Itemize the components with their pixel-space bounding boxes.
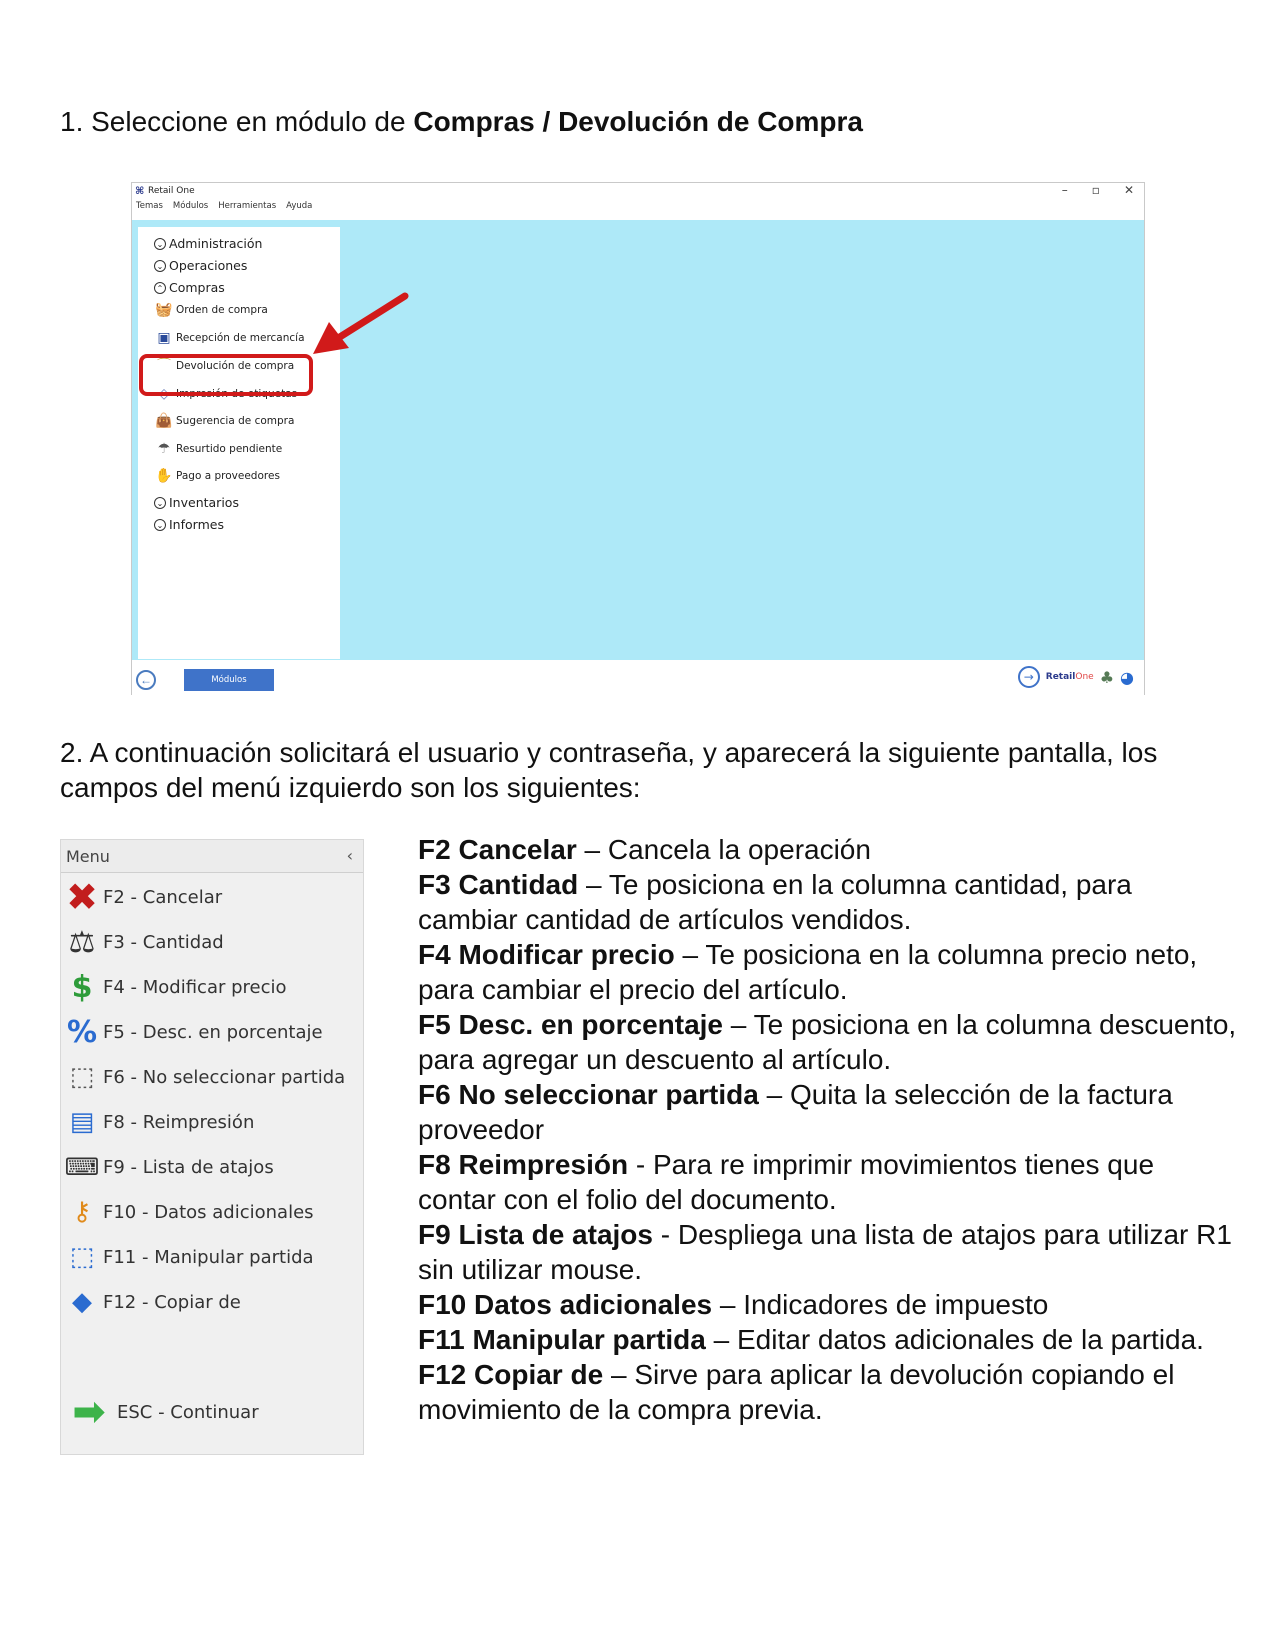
desc-f11: F11 Manipular partida – Editar datos adicionales de la partida. bbox=[418, 1324, 1204, 1355]
chevron-up-icon: ⌃ bbox=[154, 282, 166, 294]
nav-item-orden-de-compra[interactable]: 🧺 Orden de compra bbox=[155, 302, 268, 318]
menu-bar bbox=[136, 201, 312, 215]
ctrl-key-icon: ⌨ bbox=[64, 1153, 100, 1181]
boomerang-icon: ⌒ bbox=[157, 358, 171, 374]
deselect-icon: ⬚ bbox=[69, 1062, 95, 1092]
bottom-bar bbox=[132, 660, 1144, 696]
menu-item-f3-cantidad[interactable]: ⚖ F3 - Cantidad bbox=[61, 922, 224, 962]
menu-item-f4-modificar-precio[interactable]: $ F4 - Modificar precio bbox=[61, 967, 287, 1007]
maximize-button[interactable]: ▫ bbox=[1091, 183, 1100, 197]
cancel-x-icon: ✖ bbox=[66, 875, 98, 919]
red-pointer-arrow-icon bbox=[305, 290, 415, 360]
globe-icon: ◕ bbox=[1120, 667, 1134, 687]
green-arrow-icon: ➡ bbox=[72, 1389, 106, 1435]
menu-item-f8-reimpresion[interactable]: ▤ F8 - Reimpresión bbox=[61, 1102, 254, 1142]
keys-plus-icon: ⚷ bbox=[72, 1197, 92, 1227]
window-controls bbox=[1062, 183, 1134, 197]
nav-category-operaciones[interactable]: ⌄ Operaciones bbox=[154, 258, 247, 273]
highlight-box bbox=[139, 354, 313, 396]
desc-f2: F2 Cancelar – Cancela la operación bbox=[418, 834, 871, 865]
brand-area bbox=[1018, 666, 1134, 688]
back-arrow-icon[interactable]: ← bbox=[136, 670, 156, 690]
printer-icon: ▤ bbox=[69, 1107, 95, 1137]
desc-f12: F12 Copiar de – Sirve para aplicar la devolución copiando el movimiento de la compra previa. bbox=[418, 1359, 1175, 1425]
desc-f4: F4 Modificar precio – Te posiciona en la columna precio neto, para cambiar el precio del artículo. bbox=[418, 939, 1198, 1005]
brand-logo: RetailOne bbox=[1045, 672, 1094, 682]
desc-f10: F10 Datos adicionales – Indicadores de impuesto bbox=[418, 1289, 1049, 1320]
tag-icon: ◇ bbox=[158, 386, 170, 402]
nav-category-informes[interactable]: ⌄ Informes bbox=[154, 517, 224, 532]
shortcut-descriptions bbox=[418, 832, 1238, 1427]
menu-modulos[interactable]: Módulos bbox=[172, 201, 209, 211]
chevron-down-icon: ⌄ bbox=[154, 497, 166, 509]
chevron-down-icon: ⌄ bbox=[154, 519, 166, 531]
menu-header bbox=[61, 840, 363, 873]
title-bar bbox=[132, 183, 1144, 200]
retail-one-logo-icon: ⌘ bbox=[135, 186, 145, 197]
function-menu-panel bbox=[60, 839, 364, 1455]
window-title: Retail One bbox=[148, 186, 195, 196]
menu-item-f11-manipular-partida[interactable]: ⬚ F11 - Manipular partida bbox=[61, 1237, 314, 1277]
desc-f3: F3 Cantidad – Te posiciona en la columna cantidad, para cambiar cantidad de artículos vendidos. bbox=[418, 869, 1132, 935]
nav-item-impresion-de-etiquetas[interactable]: ◇ Impresión de etiquetas bbox=[154, 385, 297, 403]
menu-item-f2-cancelar[interactable]: ✖ F2 - Cancelar bbox=[61, 877, 222, 917]
menu-item-f9-lista-de-atajos[interactable]: ⌨ F9 - Lista de atajos bbox=[61, 1147, 274, 1187]
chevron-down-icon: ⌄ bbox=[154, 238, 166, 250]
menu-ayuda[interactable]: Ayuda bbox=[286, 201, 313, 211]
select-edit-icon: ⬚ bbox=[69, 1242, 95, 1272]
nav-item-pago-a-proveedores[interactable]: ✋ Pago a proveedores bbox=[155, 468, 280, 484]
percent-icon: % bbox=[66, 1014, 98, 1050]
umbrella-box-icon: ☂ bbox=[157, 441, 171, 457]
dollar-icon: $ bbox=[71, 969, 93, 1005]
menu-herramientas[interactable]: Herramientas bbox=[218, 201, 277, 211]
menu-item-f10-datos-adicionales[interactable]: ⚷ F10 - Datos adicionales bbox=[61, 1192, 314, 1232]
menu-item-f12-copiar-de[interactable]: ◆ F12 - Copiar de bbox=[61, 1282, 241, 1322]
menu-item-esc-continuar[interactable]: ➡ ESC - Continuar bbox=[61, 1392, 259, 1432]
desc-f8: F8 Reimpresión - Para re imprimir movimientos tienes que contar con el folio del documento. bbox=[418, 1149, 1155, 1215]
modules-button[interactable]: Módulos bbox=[184, 669, 274, 691]
step-1-bold: Compras / Devolución de Compra bbox=[413, 106, 863, 137]
cubes-icon: ◆ bbox=[72, 1287, 92, 1317]
menu-temas[interactable]: Temas bbox=[136, 201, 163, 211]
menu-item-f6-no-seleccionar-partida[interactable]: ⬚ F6 - No seleccionar partida bbox=[61, 1057, 345, 1097]
nav-category-administracion[interactable]: ⌄ Administración bbox=[154, 236, 262, 251]
desc-f9: F9 Lista de atajos - Despliega una lista de atajos para utilizar R1 sin utilizar mouse. bbox=[418, 1219, 1232, 1285]
step-1-prefix: 1. Seleccione en módulo de bbox=[60, 106, 414, 137]
chevron-down-icon: ⌄ bbox=[154, 260, 166, 272]
menu-header-label: Menu bbox=[66, 847, 110, 866]
retail-one-window bbox=[131, 182, 1145, 695]
nav-item-recepcion-de-mercancia[interactable]: ▣ Recepción de mercancía bbox=[154, 329, 305, 347]
minimize-button[interactable]: – bbox=[1061, 183, 1068, 197]
menu-item-f5-desc-porcentaje[interactable]: % F5 - Desc. en porcentaje bbox=[61, 1012, 323, 1052]
step-1-heading bbox=[60, 104, 863, 140]
workspace bbox=[132, 220, 1144, 660]
nav-item-sugerencia-de-compra[interactable]: 👜 Sugerencia de compra bbox=[155, 413, 295, 429]
nav-item-devolucion-de-compra[interactable]: ⌒ Devolución de compra bbox=[154, 357, 294, 375]
shopping-bag-icon: 👜 bbox=[155, 413, 173, 429]
desc-f5: F5 Desc. en porcentaje – Te posiciona en la columna descuento, para agregar un descuento al artículo. bbox=[418, 1009, 1237, 1075]
nav-category-inventarios[interactable]: ⌄ Inventarios bbox=[154, 495, 239, 510]
hand-coin-icon: ✋ bbox=[155, 468, 173, 484]
basket-icon: 🧺 bbox=[155, 302, 173, 318]
desc-f6: F6 No seleccionar partida – Quita la selección de la factura proveedor bbox=[418, 1079, 1173, 1145]
nav-item-resurtido-pendiente[interactable]: ☂ Resurtido pendiente bbox=[154, 440, 282, 458]
step-2-text: 2. A continuación solicitará el usuario y contraseña, y aparecerá la siguiente pantalla, los campos del menú izquierdo son los siguientes: bbox=[60, 737, 1158, 803]
nav-category-compras[interactable]: ⌃ Compras bbox=[154, 280, 225, 295]
server-icon: ♣ bbox=[1099, 667, 1115, 687]
scale-icon: ⚖ bbox=[68, 924, 96, 960]
close-button[interactable]: ✕ bbox=[1123, 183, 1134, 197]
truck-icon: ▣ bbox=[157, 330, 171, 346]
forward-arrow-icon[interactable]: → bbox=[1018, 666, 1040, 688]
collapse-chevron-icon[interactable]: ‹ bbox=[346, 846, 353, 865]
